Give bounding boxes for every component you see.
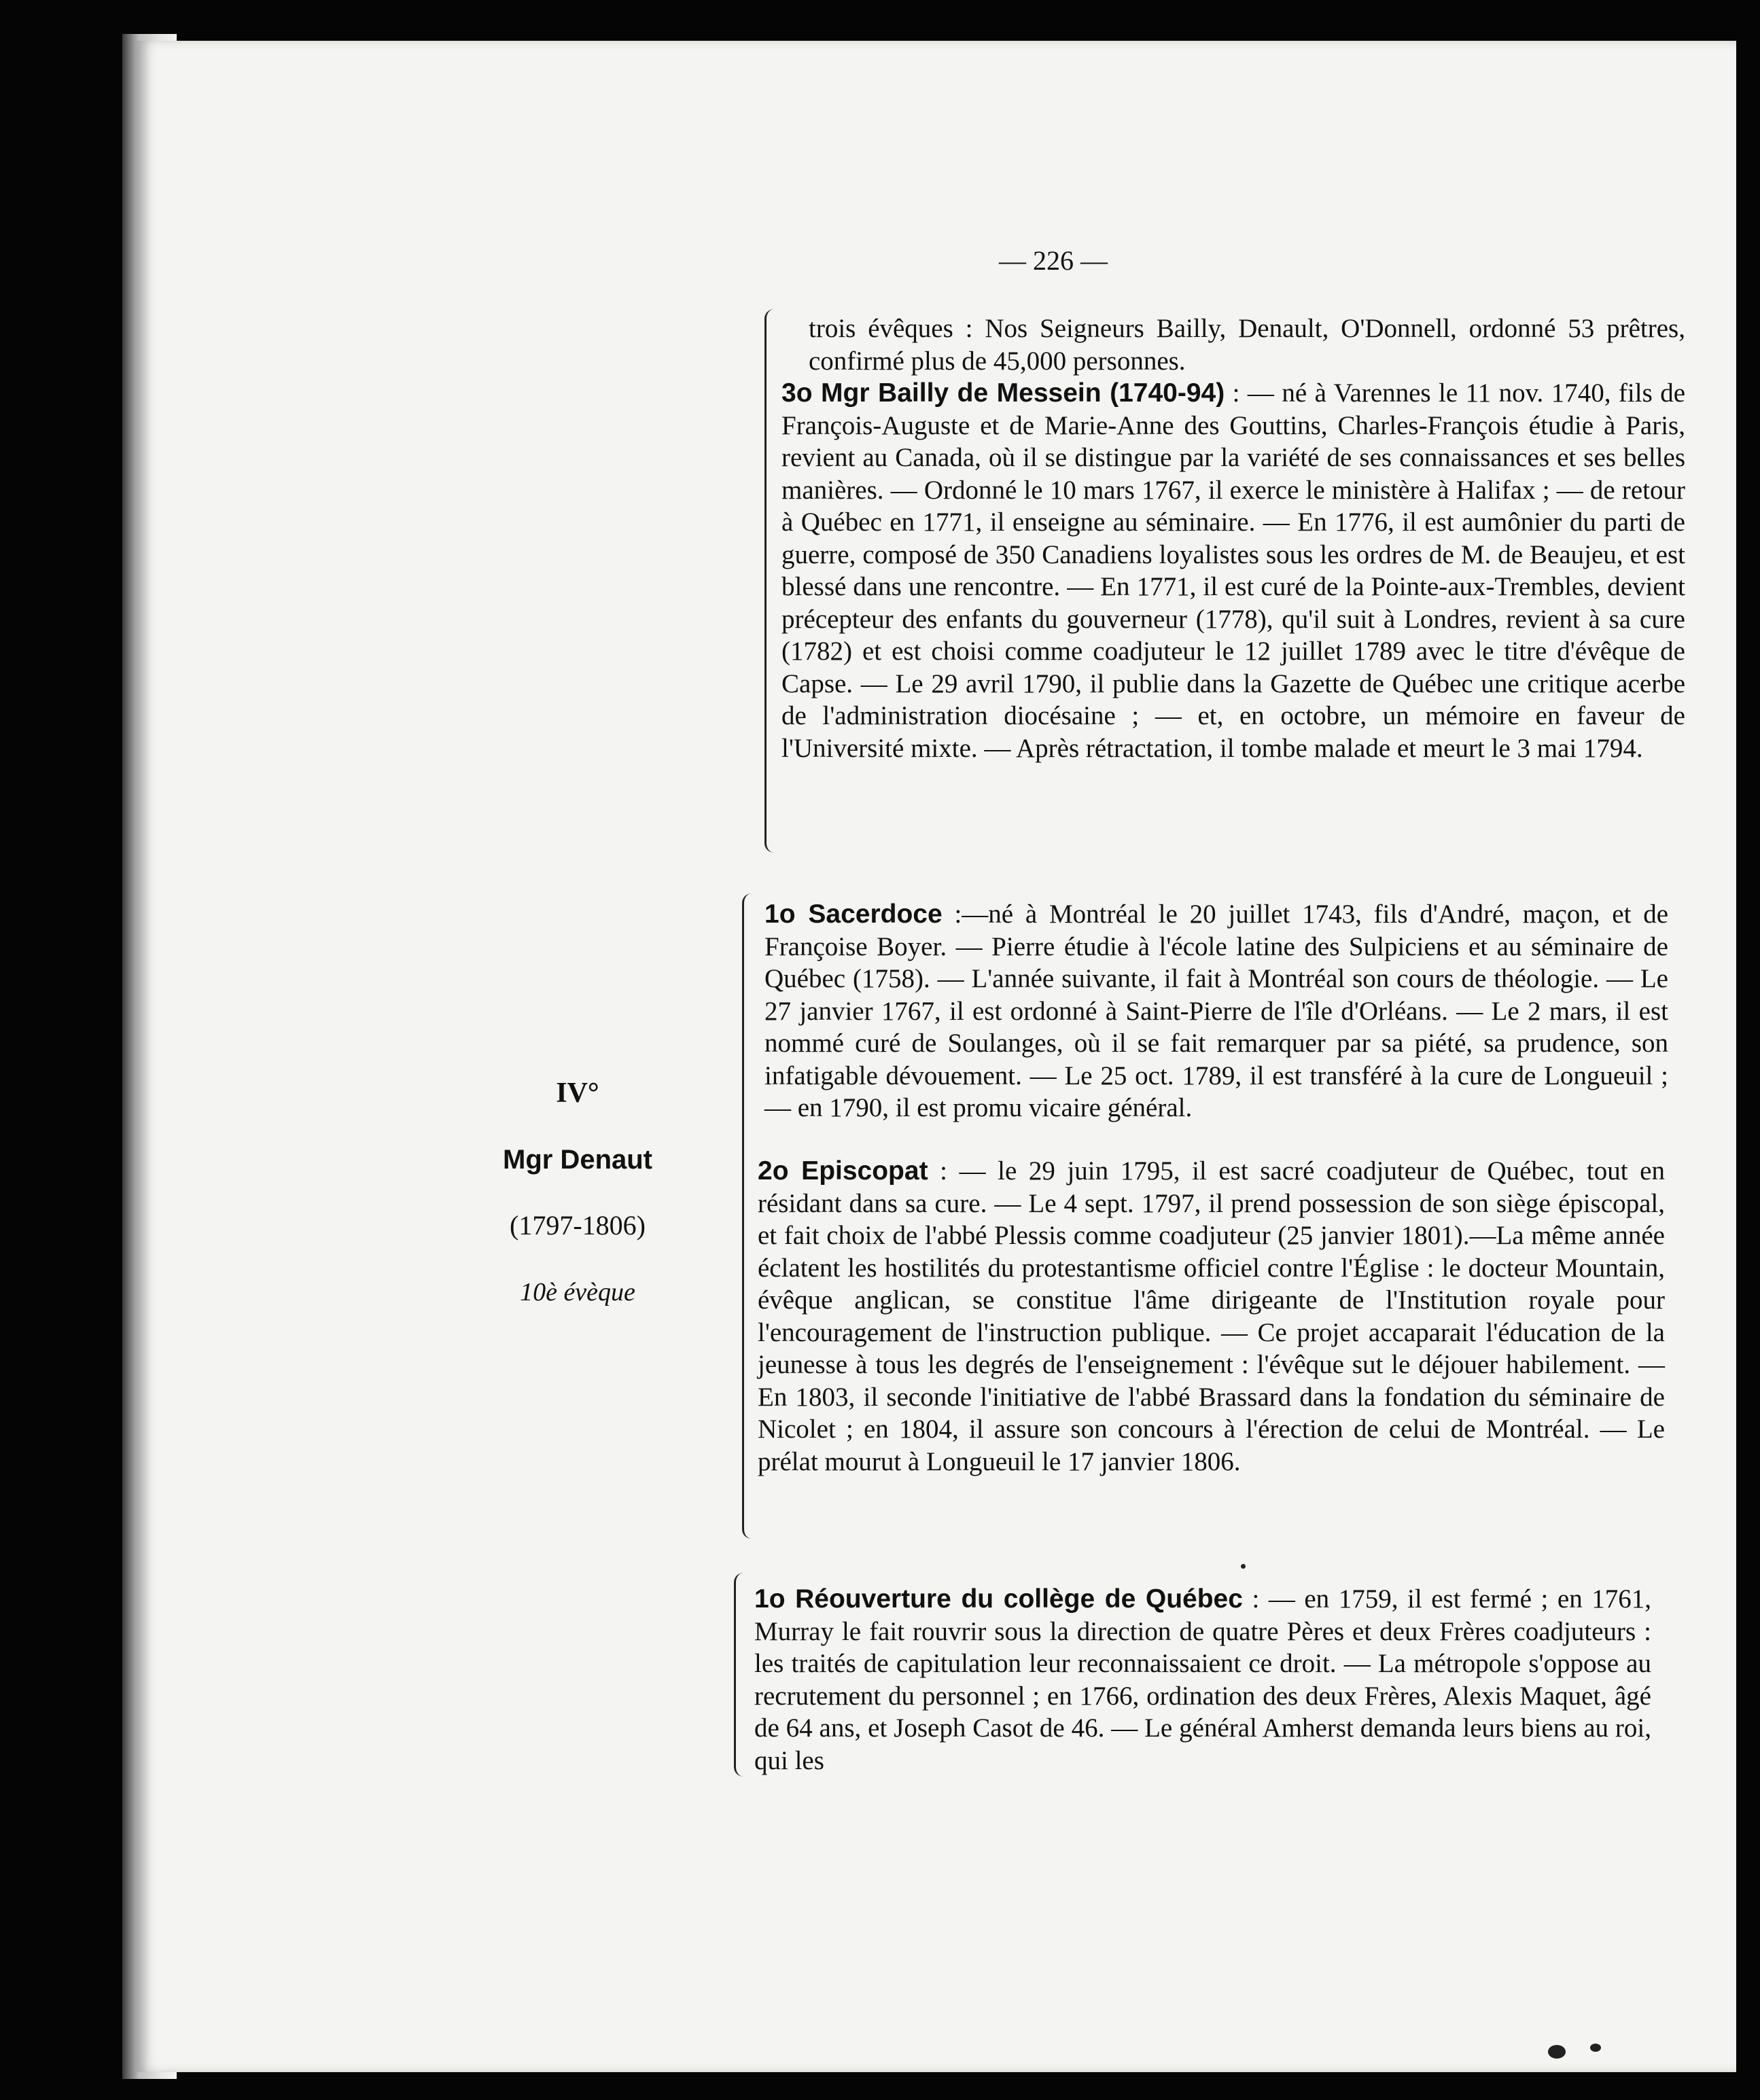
college-text: : — en 1759, il est fermé ; en 1761, Murray le fait rouvrir sous la direction de quatre Pères et deux Frères coadjuteurs : les traités de capitulation leur reconnaissaient ce droit. — La métropole s'oppose au recrutement du personnel ; en 1766, ordination des deux Frères, Alexis Maquet, âgé de 64 ans, et Joseph Casot de 46. — Le général Amherst demanda leurs biens au roi, qui les (754, 1584, 1651, 1775)
sacerdoce-paragraph (764, 898, 1668, 1124)
page-number: — 226 — (999, 245, 1108, 276)
episcopat-heading: 2o Episcopat (758, 1156, 928, 1186)
section-bailly (781, 313, 1685, 764)
section-college (754, 1583, 1651, 1777)
episcopat-paragraph (758, 1155, 1665, 1478)
section-episcopat (758, 1155, 1665, 1478)
college-paragraph (754, 1583, 1651, 1777)
scan-speck (1590, 2044, 1601, 2052)
episcopat-text: : — le 29 juin 1795, il est sacré coadjuteur de Québec, tout en résidant dans sa cure. — Le 4 sept. 1797, il prend possession de son siège épiscopal, et fait choix de l'abbé Plessis comme coadjuteur (25 janvier 1801).—La même année éclatent les hostilités du protestantisme officiel contre l'Église : le docteur Mountain, évêque anglican, se constitue l'âme dirigeante de l'Institution royale pour l'encouragement de l'instruction publique. — Ce projet accaparait l'éducation de la jeunesse à tous les degrés de l'enseignement : l'évêque sut le déjouer habilement. — En 1803, il seconde l'initiative de l'abbé Brassard dans la fondation du séminaire de Nicolet ; en 1804, il assure son concours à l'érection de celui de Montréal. — Le prélat mourut à Longueuil le 17 janvier 1806. (758, 1156, 1665, 1476)
scan-speck (1241, 1564, 1246, 1569)
brace-college (734, 1573, 751, 1777)
bracket-bailly (764, 309, 780, 853)
sacerdoce-heading: 1o Sacerdoce (764, 900, 943, 929)
bailly-text: : — né à Varennes le 11 nov. 1740, fils de François-Auguste et de Marie-Anne des Gouttins, Charles-François étudie à Paris, revient au Canada, où il se distingue par la variété de ses connaissances et ses belles manières. — Ordonné le 10 mars 1767, il exerce le ministère à Halifax ; — de retour à Québec en 1771, il enseigne au séminaire. — En 1776, il est aumônier du parti de guerre, composé de 350 Canadiens loyalistes sous les ordres de M. de Beaujeu, et est blessé dans une rencontre. — En 1771, il est curé de la Pointe-aux-Trembles, devient précepteur des enfants du gouverneur (1778), qu'il suit à Londres, revient à sa cure (1782) et est choisi comme coadjuteur le 12 juillet 1789 avec le titre d'évêque de Capse. — Le 29 avril 1790, il publie dans la Gazette de Québec une critique acerbe de l'administration diocésaine ; — et, en octobre, un mémoire en faveur de l'Université mixte. — Après rétractation, il tombe malade et meurt le 3 mai 1794. (781, 378, 1685, 763)
section-sacerdoce (764, 898, 1668, 1124)
brace-denaut (742, 893, 759, 1539)
margin-roman: IV° (556, 1078, 599, 1109)
college-heading: 1o Réouverture du collège de Québec (754, 1584, 1243, 1614)
margin-name: Mgr Denaut (503, 1145, 652, 1175)
margin-rank: 10è évèque (520, 1278, 635, 1306)
scan-speck (1548, 2045, 1566, 2059)
margin-dates: (1797-1806) (510, 1210, 646, 1241)
sacerdoce-text: :—né à Montréal le 20 juillet 1743, fils d'André, maçon, et de Françoise Boyer. — Pierre étudie à l'école latine des Sulpiciens et au séminaire de Québec (1758). — L'année suivante, il fait à Montréal son cours de théologie. — Le 27 janvier 1767, il est ordonné à Saint-Pierre de l'île d'Orléans. — Le 2 mars, il est nommé curé de Soulanges, où il se fait remarquer par sa piété, sa prudence, son infatigable dévouement. — Le 25 oct. 1789, il est transféré à la cure de Longueuil ; — en 1790, il est promu vicaire général. (764, 900, 1669, 1122)
bailly-paragraph (781, 377, 1685, 764)
bailly-heading: 3o Mgr Bailly de Messein (1740-94) (781, 378, 1225, 408)
continuation-text: trois évêques : Nos Seigneurs Bailly, Denault, O'Donnell, ordonné 53 prêtres, confirmé plus de 45,000 personnes. (809, 314, 1685, 376)
